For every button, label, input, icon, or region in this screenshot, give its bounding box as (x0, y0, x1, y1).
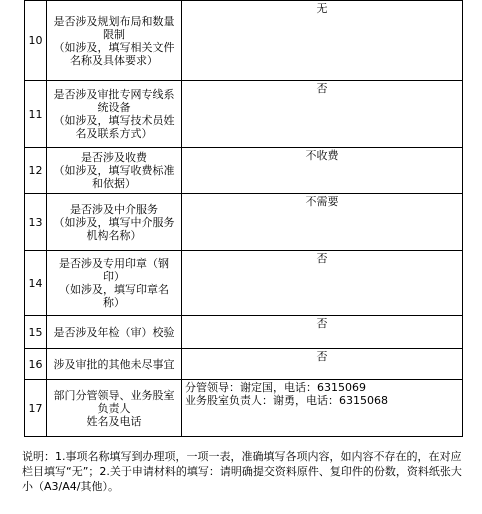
item-info-table (24, 0, 463, 437)
item-name-line: 限制 (103, 27, 125, 41)
row-number: 15 (25, 316, 47, 349)
table-row (25, 148, 463, 194)
row-number: 16 (25, 349, 47, 380)
item-name-line: 称） (103, 296, 125, 309)
item-value: 否 (182, 349, 463, 380)
table-row (25, 1, 463, 81)
item-name-line: （如涉及，填写技术员姓 (53, 114, 175, 127)
item-name (47, 349, 182, 380)
table-row (25, 81, 463, 148)
item-name-line: 是否涉及年检（审）校验 (53, 325, 175, 339)
contact-line: 业务股室负责人：谢勇，电话：6315068 (185, 394, 388, 407)
item-name (47, 251, 182, 316)
item-value: 不需要 (182, 194, 463, 251)
table-row (25, 349, 463, 380)
item-name (47, 148, 182, 194)
item-name-line: 和依据） (92, 177, 136, 190)
table-row (25, 316, 463, 349)
item-name-line: 负责人 (97, 401, 131, 415)
item-name (47, 81, 182, 148)
item-name-line: （如涉及，填写中介服务 (53, 215, 175, 229)
item-value: 不收费 (182, 148, 463, 194)
row-number: 10 (25, 1, 47, 81)
explanation-note: 说明：1.事项名称填写到办理项，一项一表，准确填写各项内容，如内容不存在的，在对应栏目填写“无”；2.关于申请材料的填写：请明确提交资料原件、复印件的份数，资料纸张大小（A3/A4/其他）。 (22, 450, 462, 493)
table-row (25, 251, 463, 316)
row-number: 17 (25, 380, 47, 437)
item-name-line: 姓名及电话 (86, 414, 142, 428)
item-name-line: 统设备 (97, 101, 131, 114)
item-value: 否 (182, 251, 463, 316)
item-name-line: （如涉及，填写收费标准 (53, 164, 175, 177)
item-name-line: 涉及审批的其他未尽事宜 (53, 357, 175, 371)
item-value: 无 (182, 1, 463, 81)
row-number: 14 (25, 251, 47, 316)
item-name-line: （如涉及，填写相关文件 (53, 40, 175, 54)
contact-line: 分管领导：谢定国，电话：6315069 (185, 381, 366, 394)
item-name-line: 机构名称） (86, 228, 142, 242)
contact-info (182, 380, 463, 437)
row-number: 13 (25, 194, 47, 251)
item-name-line: 是否涉及收费 (81, 151, 147, 164)
row-number: 11 (25, 81, 47, 148)
item-value: 否 (182, 316, 463, 349)
item-name-line: （如涉及，填写印章名 (59, 283, 169, 296)
item-name (47, 1, 182, 81)
item-name (47, 316, 182, 349)
item-name-line: 是否涉及中介服务 (70, 202, 158, 216)
item-name (47, 194, 182, 251)
item-name-line: 名称及具体要求） (70, 53, 158, 67)
table-row (25, 380, 463, 437)
item-name-line: 名及联系方式） (75, 127, 153, 140)
row-number: 12 (25, 148, 47, 194)
item-name-line: 是否涉及规划布局和数量 (53, 14, 175, 28)
item-name-line: 是否涉及专用印章（钢 (59, 257, 169, 270)
item-value: 否 (182, 81, 463, 148)
item-name-line: 部门分管领导、业务股室 (53, 388, 175, 402)
item-name-line: 印） (103, 270, 125, 283)
item-name (47, 380, 182, 437)
table-row (25, 194, 463, 251)
item-name-line: 是否涉及审批专网专线系 (53, 88, 175, 101)
